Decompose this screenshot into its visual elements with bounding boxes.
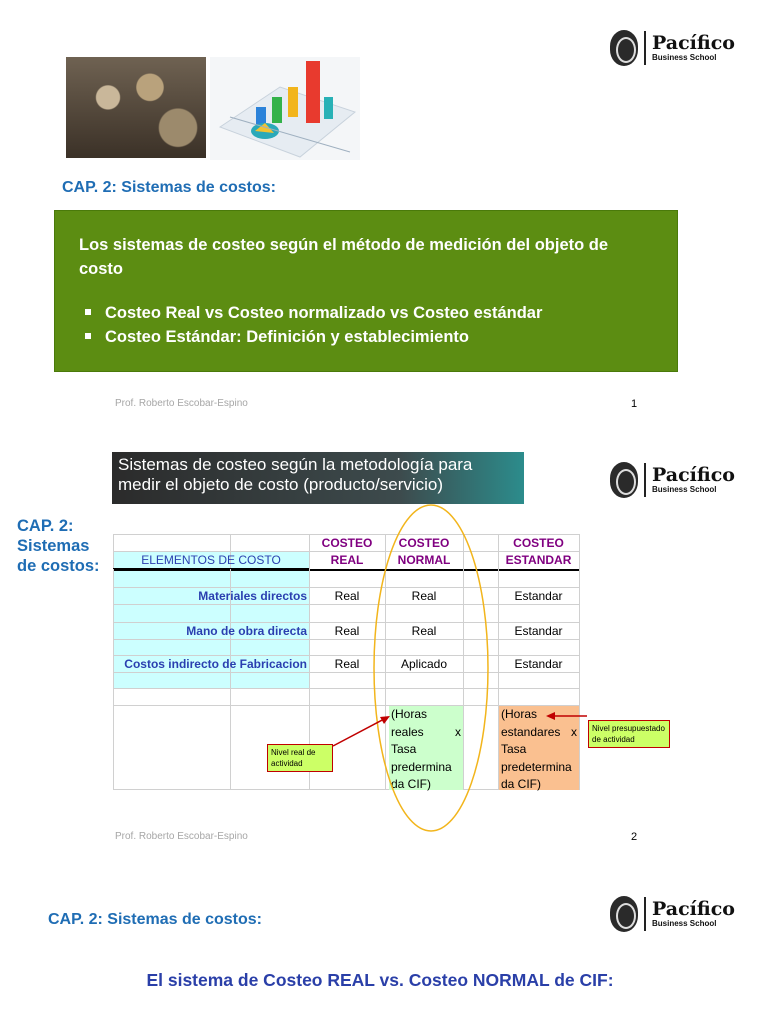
slide1-footer: Prof. Roberto Escobar-Espino xyxy=(115,398,248,409)
slide3-cap-title: CAP. 2: Sistemas de costos: xyxy=(48,911,263,928)
cell-normal: Real xyxy=(411,588,437,603)
logo-name: Pacífico xyxy=(652,898,735,920)
pacifico-logo xyxy=(610,896,735,932)
pacifico-seal-icon xyxy=(610,896,638,932)
logo-name: Pacífico xyxy=(652,464,735,486)
slide2-page-number: 2 xyxy=(631,831,638,843)
normal-column-ellipse xyxy=(374,505,488,831)
formula-line: da CIF) xyxy=(391,777,432,791)
slide1-lead: Los sistemas de costeo según el método de medición del objeto de costo xyxy=(79,236,609,278)
formula-x: x xyxy=(455,724,461,739)
formula-line: Tasa xyxy=(501,742,527,756)
logo-sub: Business School xyxy=(652,53,717,62)
cell-estandar: Estandar xyxy=(514,656,563,671)
col-real-top: COSTEO xyxy=(321,535,373,550)
cell-real: Real xyxy=(334,656,360,671)
note-budget-activity: Nivel presupuestado de actividad xyxy=(588,720,670,748)
slide2-banner: Sistemas de costeo según la metodología para medir el objeto de costo (producto/servicio) xyxy=(112,452,524,504)
col-real-bottom: REAL xyxy=(330,553,364,567)
formula-line: Tasa xyxy=(391,742,417,756)
logo-name: Pacífico xyxy=(652,32,735,54)
slide1-page-number: 1 xyxy=(631,398,638,410)
slide2-cap-title: CAP. 2: Sistemas de costos: xyxy=(17,517,100,575)
logo-sub: Business School xyxy=(652,485,717,494)
row-label: Materiales directos xyxy=(198,588,307,603)
slide2-footer: Prof. Roberto Escobar-Espino xyxy=(115,831,248,842)
col-estandar-top: COSTEO xyxy=(513,535,564,550)
col-normal-bottom: NORMAL xyxy=(397,553,451,567)
formula-line: reales xyxy=(391,724,424,739)
slide3-title: El sistema de Costeo REAL vs. Costeo NORMAL de CIF: xyxy=(146,970,614,990)
formula-line: (Horas xyxy=(501,707,538,721)
cell-estandar: Estandar xyxy=(514,588,563,603)
slide1-bullet: Costeo Real vs Costeo normalizado vs Costeo estándar xyxy=(79,301,653,325)
formula-line: predetermina xyxy=(501,759,572,774)
formula-x: x xyxy=(571,724,577,739)
slide1-cap-title: CAP. 2: Sistemas de costos: xyxy=(62,179,277,196)
formula-line: estandares xyxy=(501,724,561,739)
cell-real: Real xyxy=(334,588,360,603)
cell-estandar: Estandar xyxy=(514,623,563,638)
logo-sub: Business School xyxy=(652,919,717,928)
slide1-bullet: Costeo Estándar: Definición y establecimiento xyxy=(79,325,653,349)
cell-normal: Real xyxy=(411,623,437,638)
elements-header: ELEMENTOS DE COSTO xyxy=(113,552,309,569)
col-normal-top: COSTEO xyxy=(398,535,450,550)
row-label: Costos indirecto de Fabricacion xyxy=(124,656,307,671)
cell-normal: Aplicado xyxy=(400,656,448,671)
formula-line: (Horas xyxy=(391,707,428,721)
note-real-activity: Nivel real de actividad xyxy=(267,744,333,772)
col-estandar-bottom: ESTANDAR xyxy=(505,553,572,567)
row-label: Mano de obra directa xyxy=(186,623,307,638)
formula-line: da CIF) xyxy=(501,777,542,791)
formula-line: predermina xyxy=(391,759,452,774)
cell-real: Real xyxy=(334,623,360,638)
